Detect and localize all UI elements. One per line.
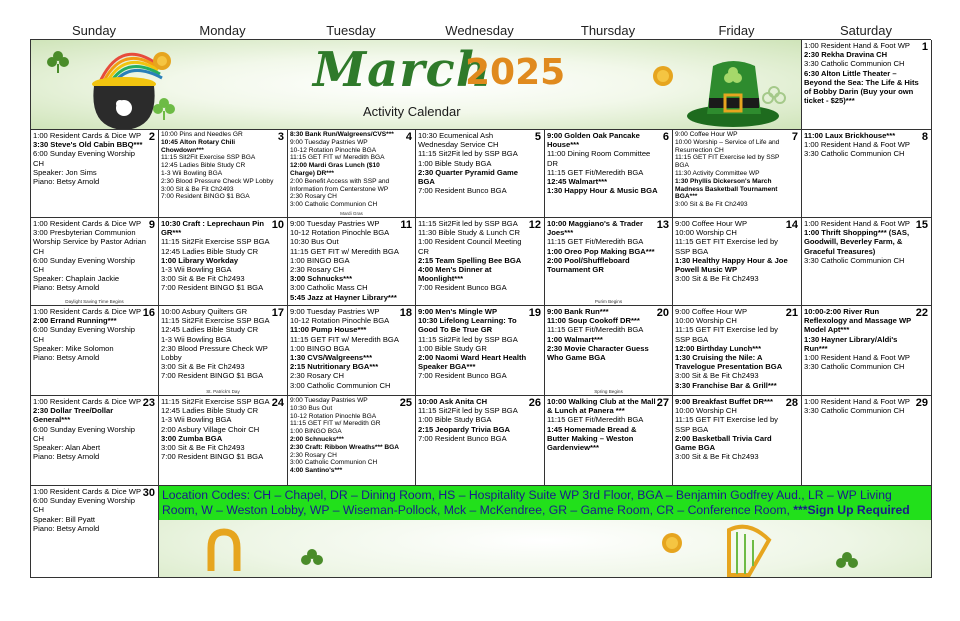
event-line: 1:00 BINGO BGA — [290, 255, 350, 265]
event-line: 1:30 Phyllis Dickerson's March Madness Basketball Tournament BGA*** — [675, 177, 778, 201]
legend-signup-note: ***Sign Up Required — [793, 503, 910, 517]
event-line: 1:30 Hayner Library/Aldi's Run*** — [804, 334, 898, 353]
day-number: 13 — [656, 219, 669, 231]
day-cell — [673, 306, 802, 396]
event-line: 10-12 Rotation Pinochle BGA — [290, 412, 377, 420]
event-line: 11:15 Sit2Fit led by SSP BGA — [418, 334, 518, 344]
weekday-monday: Monday — [199, 23, 246, 38]
event-line: 2:15 Nutritionary BGA*** — [290, 362, 379, 372]
event-line: 10:00 Asbury Quilters GR — [161, 307, 248, 316]
event-line: 12:45 Walmart*** — [547, 177, 608, 187]
event-line: Piano: Betsy Arnold — [33, 177, 100, 187]
event-line: 1-3 Wii Bowling BGA — [161, 169, 223, 177]
event-line: 11:30 Activity Committee WP — [675, 169, 760, 177]
event-line: 3:30 Steve's Old Cabin BBQ*** — [33, 140, 143, 150]
event-line: 2:30 Blood Pressure Check WP Lobby — [161, 177, 274, 185]
event-line: 2:00 Errand Running*** — [33, 316, 117, 326]
day-cell — [673, 218, 802, 306]
day-cell — [545, 218, 673, 306]
day-number: 2 — [148, 131, 155, 143]
event-line: 7:00 Resident Bunco BGA — [418, 283, 507, 293]
event-line: 1:00 Resident Hand & Foot WP — [804, 353, 910, 363]
weekday-thursday: Thursday — [580, 23, 636, 38]
weekday-saturday: Saturday — [839, 23, 893, 38]
event-line: 1:00 Bible Study BGA — [418, 158, 492, 168]
event-line: 9:00 Tuesday Pastries WP — [290, 219, 380, 228]
event-line: 10:00 Worship CH — [675, 316, 737, 326]
event-line: 11:15 GET FIT w/ Meredith BGA — [290, 246, 399, 256]
event-line: 3:30 Franchise Bar & Grill*** — [675, 380, 777, 390]
event-line: 10:00 Ask Anita CH — [418, 397, 488, 406]
event-line: 10:30 Ecumenical Ash Wednesday Service CH — [418, 131, 499, 150]
day-cell — [288, 218, 416, 306]
harp-icon — [719, 520, 779, 578]
event-line: 1:00 Resident Cards & Dice WP — [33, 307, 142, 316]
event-line: 1:00 Resident Cards & Dice WP — [33, 397, 142, 406]
event-line: 11:15 GET FIT Exercise led by SSP BGA — [675, 325, 778, 344]
event-line: 1:00 Library Workday — [161, 255, 239, 265]
day-number: 22 — [915, 307, 928, 319]
day-number: 27 — [656, 397, 669, 409]
event-line: 2:30 Rosary CH — [290, 193, 337, 201]
day-number: 9 — [148, 219, 155, 231]
event-line: 6:00 Sunday Evening Worship CH — [33, 255, 136, 275]
event-line: Speaker: Mike Solomon — [33, 343, 114, 353]
event-line: 1-3 Wii Bowling BGA — [161, 334, 232, 344]
day-cell — [802, 396, 932, 486]
holiday-note: Mardi Gras — [340, 211, 363, 216]
event-line: 11:15 Sit2Fit Exercise SSP BGA — [161, 316, 270, 326]
day-number: 7 — [791, 131, 798, 143]
event-line: 6:00 Sunday Evening Worship CH — [33, 424, 136, 443]
day-cell — [159, 218, 288, 306]
day-number: 16 — [142, 307, 155, 319]
event-line: 3:00 Schnucks*** — [290, 274, 353, 284]
event-line: 4:00 Santino's*** — [290, 467, 343, 475]
event-line: 10-12 Rotation Pinochle BGA — [290, 316, 390, 326]
day-cell — [416, 218, 545, 306]
day-number: 18 — [399, 307, 412, 319]
event-line: 2:00 Schnucks*** — [290, 435, 344, 443]
day-number: 23 — [142, 397, 155, 409]
shamrock-icon — [761, 84, 787, 110]
event-line: 2:15 Team Spelling Bee BGA — [418, 255, 522, 265]
event-line: 1:00 Thrift Shopping*** (SAS, Goodwill, Beverley Farm, & Graceful Treasures) — [804, 228, 910, 256]
event-line: 11:00 Dining Room Committee DR — [547, 149, 651, 168]
event-line: 3:00 Zumba BGA — [161, 433, 223, 443]
event-line: 3:00 Catholic Communion CH — [290, 459, 378, 467]
event-line: 8:30 Bank Run/Walgreens/CVS*** — [290, 131, 394, 138]
day-cell — [288, 130, 416, 218]
holiday-note: Purim Begins — [594, 299, 623, 304]
event-line: 3:00 Catholic Communion CH — [290, 201, 378, 209]
event-line: 9:00 Coffee Hour WP — [675, 307, 748, 316]
event-line: 3:00 Sit & Be Fit Ch2493 — [675, 274, 759, 284]
event-line: 9:00 Golden Oak Pancake House*** — [547, 131, 640, 150]
event-line: Piano: Betsy Arnold — [33, 283, 100, 293]
event-line: 6:30 Alton Little Theater – Beyond the Sea: The Life & Hits of Bobby Darin (Buy your own ticket - $25)*** — [804, 68, 919, 106]
event-line: 3:30 Catholic Communion CH — [804, 59, 905, 69]
weekday-tuesday: Tuesday — [326, 23, 376, 38]
event-line: Speaker: Bill Pyatt — [33, 514, 96, 524]
event-line: 3:30 Catholic Communion CH — [804, 149, 905, 159]
day-number: 5 — [534, 131, 541, 143]
day-cell — [802, 218, 932, 306]
event-line: 10:30 Craft : Leprechaun Pin GR*** — [161, 219, 264, 238]
event-line: 1-3 Wii Bowling BGA — [161, 265, 232, 275]
event-line: 11:15 GET Fit/Meredith BGA — [547, 415, 644, 425]
event-line: 12:00 Mardi Gras Lunch ($10 Charge) DR*** — [290, 162, 380, 177]
event-line: Piano: Betsy Arnold — [33, 523, 100, 533]
holiday-note: Spring Begins — [594, 389, 623, 394]
day-number: 4 — [405, 131, 412, 143]
event-line: 11:15 Sit2Fit led by SSP BGA — [418, 219, 518, 228]
event-line: 10:00 Worship – Service of Life and Resurrection CH — [675, 138, 780, 154]
event-line: 10-12 Rotation Pinochle BGA — [290, 146, 377, 154]
event-line: 10:00 Maggiano's & Trader Joes*** — [547, 219, 643, 238]
event-line: 2:30 Rosary CH — [290, 371, 345, 381]
day-number: 29 — [915, 397, 928, 409]
day-number: 28 — [785, 397, 798, 409]
event-line: 10-12 Rotation Pinochle BGA — [290, 228, 390, 238]
weekday-header — [30, 22, 931, 39]
event-line: 7:00 Resident Bunco BGA — [418, 371, 507, 381]
event-line: 11:30 Bible Study & Lunch CR — [418, 228, 521, 238]
event-line: 7:00 Resident Bunco BGA — [418, 186, 507, 196]
day-number: 17 — [271, 307, 284, 319]
event-line: 11:00 Laux Brickhouse*** — [804, 131, 896, 140]
holiday-note: Daylight Saving Time Begins — [65, 299, 124, 304]
event-line: 3:00 Sit & Be Fit Ch2493 — [675, 371, 759, 381]
month-banner — [31, 40, 802, 130]
day-number: 11 — [400, 219, 412, 231]
event-line: 3:00 Sit & Be Fit Ch2493 — [675, 201, 748, 209]
day-cell — [416, 130, 545, 218]
event-line: 11:15 GET FIT Exercise led by SSP BGA — [675, 415, 778, 434]
event-line: 11:15 GET FIT w/ Meredith BGA — [290, 334, 399, 344]
event-line: 1:00 Bible Study GR — [418, 343, 487, 353]
day-cell — [673, 130, 802, 218]
event-line: 11:00 Soup Cookoff DR*** — [547, 316, 640, 326]
event-line: 11:15 GET FIT w/ Meredith BGA — [290, 154, 385, 162]
event-line: 2:00 Asbury Village Choir CH — [161, 424, 260, 434]
event-line: 2:30 Rosary CH — [290, 451, 337, 459]
day-number: 3 — [277, 131, 284, 143]
event-line: 2:00 Naomi Ward Heart Health Speaker BGA*** — [418, 353, 527, 372]
event-line: 11:00 Pump House*** — [290, 325, 367, 335]
day-cell — [159, 396, 288, 486]
event-line: 9:00 Tuesday Pastries WP — [290, 138, 368, 146]
event-line: 9:00 Tuesday Pastries WP — [290, 307, 380, 316]
event-line: 3:00 Sit & Be Fit Ch2493 — [161, 274, 245, 284]
day-number: 6 — [662, 131, 669, 143]
event-line: 10:00 Pins and Needles GR — [161, 131, 243, 138]
event-line: 9:00 Bank Run*** — [547, 307, 609, 316]
day-cell — [802, 40, 932, 130]
event-line: 3:00 Presbyterian Communion Worship Service by Pastor Adrian CH — [33, 228, 146, 256]
event-line: 1:00 Resident Cards & Dice WP — [33, 219, 142, 228]
day-number: 10 — [271, 219, 284, 231]
event-line: 1:30 CVS/Walgreens*** — [290, 353, 373, 363]
event-line: 2:30 Movie Character Guess Who Game BGA — [547, 343, 649, 363]
event-line: 11:15 Sit2Fit Exercise SSP BGA — [161, 237, 270, 247]
event-line: 2:00 Benefit Access with SSP and Information from Centerstone WP — [290, 177, 390, 193]
event-line: 11:15 Sit2Fit Exercise SSP BGA — [161, 154, 256, 162]
event-line: 1:00 Resident Hand & Foot WP — [804, 397, 910, 406]
event-line: 11:15 Sit2Fit led by SSP BGA — [418, 149, 518, 159]
event-line: 7:00 Resident BINGO $1 BGA — [161, 452, 264, 462]
event-line: 2:15 Jeopardy Trivia BGA — [418, 424, 511, 434]
event-line: 9:00 Coffee Hour WP — [675, 219, 748, 228]
shamrock-icon — [151, 95, 177, 121]
day-cell — [545, 396, 673, 486]
event-line: 1:00 Resident Hand & Foot WP — [804, 219, 910, 228]
event-line: 10:00 Worship CH — [675, 406, 737, 416]
gold-coin-icon — [651, 64, 675, 88]
event-line: 10:00-2:00 River Run Reflexology and Massage WP Model Apt*** — [804, 307, 912, 335]
day-cell — [673, 396, 802, 486]
event-line: 1:00 BINGO BGA — [290, 343, 350, 353]
event-line: 2:30 Blood Pressure Check WP Lobby — [161, 343, 268, 363]
event-line: 1:00 Resident Cards & Dice WP — [33, 487, 142, 496]
calendar-grid — [30, 39, 931, 578]
event-line: Piano: Betsy Arnold — [33, 353, 100, 363]
day-number: 8 — [921, 131, 928, 143]
event-line: 6:00 Sunday Evening Worship CH — [33, 149, 136, 168]
day-cell — [159, 306, 288, 396]
event-line: 10:30 Bus Out — [290, 237, 339, 247]
day-number: 14 — [785, 219, 798, 231]
event-line: 1:00 Walmart*** — [547, 334, 603, 344]
event-line: 1:30 Happy Hour & Music BGA — [547, 186, 658, 196]
event-line: 1:00 Resident Hand & Foot WP — [804, 140, 910, 150]
day-cell — [31, 130, 159, 218]
event-line: 3:00 Sit & Be Fit Ch2493 — [161, 443, 245, 453]
event-line: 9:00 Breakfast Buffet DR*** — [675, 397, 773, 406]
event-line: 3:30 Catholic Communion CH — [804, 362, 905, 372]
event-line: 2:30 Quarter Pyramid Game BGA — [418, 167, 519, 187]
shamrock-icon — [835, 550, 859, 574]
day-number: 15 — [915, 219, 928, 231]
event-line: 10:00 Walking Club at the Mall & Lunch at Panera *** — [547, 397, 656, 416]
day-cell — [416, 396, 545, 486]
day-cell — [802, 306, 932, 396]
horseshoe-icon — [199, 526, 249, 576]
day-cell — [31, 486, 159, 578]
event-line: 1:00 BINGO BGA — [290, 428, 342, 436]
event-line: 2:30 Dollar Tree/Dollar General*** — [33, 406, 114, 425]
event-line: 11:15 GET FIT Exercise led by SSP BGA — [675, 154, 780, 170]
event-line: 7:00 Resident BINGO $1 BGA — [161, 371, 264, 381]
day-number: 30 — [142, 487, 155, 499]
event-line: 3:30 Catholic Communion CH — [804, 406, 905, 416]
event-line: 10:45 Alton Rotary Chili Chowdown*** — [161, 138, 236, 154]
event-line: 2:00 Pool/Shuffleboard Tournament GR — [547, 255, 630, 275]
day-number: 20 — [656, 307, 669, 319]
shamrock-icon — [45, 48, 71, 74]
day-number: 26 — [528, 397, 541, 409]
event-line: 12:00 Birthday Lunch*** — [675, 343, 762, 353]
event-line: 3:00 Sit & Be Fit Ch2493 — [675, 452, 759, 462]
event-line: Speaker: Chaplain Jackie — [33, 274, 120, 284]
day-number: 19 — [528, 307, 541, 319]
event-line: 9:00 Men's Mingle WP — [418, 307, 498, 316]
holiday-note: St. Patrick's Day — [206, 389, 240, 394]
event-line: 12:45 Ladies Bible Study CR — [161, 325, 259, 335]
event-line: 3:00 Catholic Mass CH — [290, 283, 368, 293]
event-line: 12:45 Ladies Bible Study CR — [161, 406, 259, 416]
event-line: 10:30 Bus Out — [290, 404, 333, 412]
event-line: 11:15 Sit2Fit led by SSP BGA — [418, 406, 518, 416]
event-line: 11:15 Sit2Fit Exercise SSP BGA — [161, 397, 270, 406]
day-cell — [802, 130, 932, 218]
event-line: 12:45 Ladies Bible Study CR — [161, 162, 246, 170]
day-number: 12 — [528, 219, 541, 231]
event-line: 11:15 GET Fit/Meredith BGA — [547, 237, 644, 247]
event-line: 11:15 GET FIT w/ Meredith GR — [290, 420, 381, 428]
event-line: Speaker: Alan Abert — [33, 443, 101, 453]
event-line: 2:30 Rekha Dravina CH — [804, 50, 888, 60]
event-line: 1-3 Wii Bowling BGA — [161, 415, 232, 425]
event-line: 3:30 Catholic Communion CH — [804, 255, 905, 265]
event-line: Speaker: Jon Sims — [33, 167, 97, 177]
event-line: 5:45 Jazz at Hayner Library*** — [290, 292, 397, 302]
legend-text: Location Codes: CH – Chapel, DR – Dining Room, HS – Hospitality Suite WP 3rd Floor, BGA – Benjamin Godfrey Aud., LR – WP Living Room, W – Weston Lobby, WP – Wiseman-Pollock, Mck – McKendree, GR – Game Room, CR – Conference Room, — [162, 488, 892, 517]
weekday-sunday: Sunday — [71, 23, 117, 38]
event-line: 1:45 Homemade Bread & Butter Making – Weston Gardenview*** — [547, 424, 637, 453]
event-line: 2:00 Basketball Trivia Card Game BGA — [675, 433, 772, 453]
day-number: 1 — [921, 41, 928, 53]
event-line: 6:00 Sunday Evening Worship CH — [33, 325, 136, 344]
day-cell — [31, 306, 159, 396]
event-line: 1:00 Resident Council Meeting CR — [418, 237, 522, 256]
event-line: 3:00 Sit & Be Fit Ch2493 — [161, 185, 234, 193]
gold-coin-icon — [151, 50, 173, 72]
event-line: 2:30 Craft: Ribbon Wreaths*** BGA — [290, 443, 400, 451]
event-line: 11:15 GET FIT Exercise led by SSP BGA — [675, 237, 778, 256]
event-line: 1:00 Oreo Pop Making BGA*** — [547, 246, 655, 256]
day-cell — [288, 396, 416, 486]
month-title: March — [313, 42, 492, 98]
day-number: 25 — [399, 397, 412, 409]
calendar — [30, 22, 931, 578]
event-line: 9:00 Tuesday Pastries WP — [290, 397, 368, 404]
event-line: 9:00 Coffee Hour WP — [675, 131, 738, 138]
event-line: 7:00 Resident BINGO $1 BGA — [161, 283, 264, 293]
day-cell — [288, 306, 416, 396]
event-line: 7:00 Resident Bunco BGA — [418, 433, 507, 443]
location-codes-panel — [159, 486, 932, 578]
day-number: 24 — [271, 397, 284, 409]
event-line: 10:30 Lifelong Learning: To Good To Be True GR — [418, 316, 517, 335]
event-line: 4:00 Men's Dinner at Moonlight*** — [418, 265, 492, 284]
event-line: Piano: Betsy Arnold — [33, 452, 100, 462]
shamrock-icon — [299, 546, 325, 572]
day-number: 21 — [785, 307, 798, 319]
event-line: 1:00 Bible Study BGA — [418, 415, 492, 425]
day-cell — [31, 218, 159, 306]
event-line: 11:15 GET Fit/Meredith BGA — [547, 325, 644, 335]
event-line: 12:45 Ladies Bible Study CR — [161, 246, 259, 256]
day-cell — [545, 306, 673, 396]
gold-coin-icon — [659, 530, 685, 556]
location-codes-legend — [159, 486, 931, 520]
event-line: 1:30 Healthy Happy Hour & Joe Powell Music WP — [675, 255, 788, 275]
event-line: 3:00 Catholic Communion CH — [290, 380, 391, 390]
year-label: 2025 — [465, 52, 566, 93]
weekday-friday: Friday — [718, 23, 755, 38]
event-line: 11:15 GET Fit/Meredith BGA — [547, 167, 644, 177]
event-line: 10:00 Worship CH — [675, 228, 737, 238]
day-cell — [31, 396, 159, 486]
event-line: 7:00 Resident BINGO $1 BGA — [161, 193, 250, 201]
event-line: 1:00 Resident Cards & Dice WP — [33, 131, 142, 140]
weekday-wednesday: Wednesday — [445, 23, 514, 38]
day-cell — [416, 306, 545, 396]
calendar-subtitle: Activity Calendar — [363, 104, 461, 119]
day-cell — [545, 130, 673, 218]
event-line: 2:30 Rosary CH — [290, 265, 345, 275]
event-line: 1:30 Cruising the Nile: A Travelogue Presentation BGA — [675, 353, 783, 372]
event-line: 1:00 Resident Hand & Foot WP — [804, 41, 910, 50]
event-line: 6:00 Sunday Evening Worship CH — [33, 496, 136, 515]
day-cell — [159, 130, 288, 218]
event-line: 3:00 Sit & Be Fit Ch2493 — [161, 362, 245, 372]
